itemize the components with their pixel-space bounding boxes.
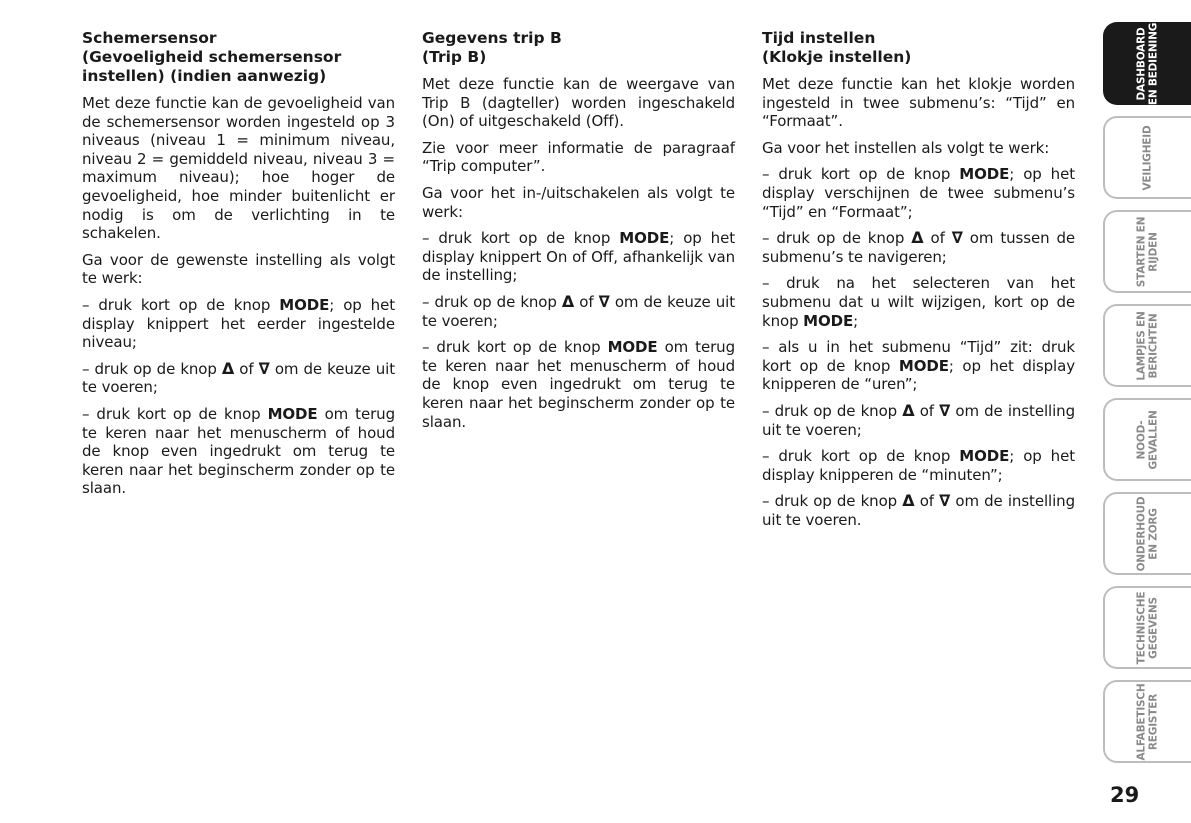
mode-key: MODE (279, 295, 330, 314)
down-arrow-icon: ∇ (258, 358, 270, 378)
paragraph: Zie voor meer informatie de paragraaf “Trip computer”. (422, 138, 735, 176)
tab-technische-gegevens[interactable]: TECHNISCHE GEGEVENS (1103, 586, 1191, 669)
tab-noodgevallen[interactable]: NOOD- GEVALLEN (1103, 398, 1191, 481)
section-title: Tijd instellen (Klokje instellen) (762, 29, 912, 66)
section-title: Gegevens trip B (Trip B) (422, 29, 562, 66)
step: – druk kort op de knop MODE; op het display verschijnen de twee submenu’s “Tijd” en “Formaat”; (762, 165, 1075, 221)
step: – druk op de knop Δ of ∇ om de keuze uit te voeren; (82, 358, 395, 397)
mode-key: MODE (267, 404, 318, 423)
down-arrow-icon: ∇ (939, 491, 951, 511)
column-schemersensor (82, 29, 395, 506)
page-number: 29 (1110, 783, 1140, 807)
down-arrow-icon: ∇ (598, 291, 610, 311)
step: – druk op de knop Δ of ∇ om de instelling uit te voeren; (762, 400, 1075, 439)
up-arrow-icon: Δ (911, 228, 924, 248)
column-trip-b (422, 29, 735, 439)
tab-dashboard-en-bediening[interactable]: DASHBOARD EN BEDIENING (1103, 22, 1191, 105)
column-tijd-instellen (762, 29, 1075, 537)
step: – als u in het submenu “Tijd” zit: druk kort op de knop MODE; op het display knipperen de “uren”; (762, 338, 1075, 394)
mode-key: MODE (607, 338, 658, 357)
tab-veiligheid[interactable]: VEILIGHEID (1103, 116, 1191, 199)
down-arrow-icon: ∇ (951, 228, 963, 248)
step: – druk na het selecteren van het submenu dat u wilt wijzigen, kort op de knop MODE; (762, 274, 1075, 330)
up-arrow-icon: Δ (561, 291, 575, 311)
up-arrow-icon: Δ (902, 491, 915, 511)
up-arrow-icon: Δ (902, 400, 915, 420)
paragraph: Met deze functie kan de gevoeligheid van de schemersensor worden ingesteld op 3 niveaus (niveau 1 = minimum niveau, niveau 2 = gemiddeld niveau, niveau 3 = maximum niveau); hoe hoger de gevoeligheid, hoe minder buitenlicht er nodig is om de verlichting in te schakelen. (82, 94, 395, 243)
mode-key: MODE (959, 447, 1010, 466)
mode-key: MODE (619, 229, 670, 248)
tab-onderhoud-en-zorg[interactable]: ONDERHOUD EN ZORG (1103, 492, 1191, 575)
section-title: Schemersensor (Gevoeligheid schemersensor instellen) (indien aanwezig) (82, 29, 342, 85)
paragraph: Ga voor het instellen als volgt te werk: (762, 138, 1050, 157)
step: – druk op de knop Δ of ∇ om de keuze uit te voeren; (422, 291, 735, 330)
step: – druk kort op de knop MODE om terug te keren naar het menuscherm of houd de knop even ingedrukt om terug te keren naar het beginscherm zonder op te slaan. (82, 404, 395, 498)
mode-key: MODE (803, 311, 854, 330)
down-arrow-icon: ∇ (939, 400, 951, 420)
mode-key: MODE (959, 165, 1010, 184)
tab-lampjes-en-berichten[interactable]: LAMPJES EN BERICHTEN (1103, 304, 1191, 387)
tab-alfabetisch-register[interactable]: ALFABETISCH REGISTER (1103, 680, 1191, 763)
step: – druk kort op de knop MODE; op het display knipperen de “minuten”; (762, 447, 1075, 484)
mode-key: MODE (898, 356, 949, 375)
paragraph: Ga voor het in-/uitschakelen als volgt te werk: (422, 183, 735, 221)
tab-starten-en-rijden[interactable]: STARTEN EN RIJDEN (1103, 210, 1191, 293)
step: – druk op de knop Δ of ∇ om tussen de submenu’s te navigeren; (762, 228, 1075, 266)
paragraph: Met deze functie kan de weergave van Trip B (dagteller) worden ingeschakeld (On) of uitgeschakeld (Off). (422, 75, 735, 131)
paragraph: Met deze functie kan het klokje worden ingesteld in twee submenu’s: “Tijd” en “Formaat”. (762, 75, 1075, 131)
step: – druk kort op de knop MODE om terug te keren naar het menuscherm of houd de knop even ingedrukt om terug te keren naar het beginscherm zonder op te slaan. (422, 338, 735, 431)
step: – druk kort op de knop MODE; op het display knippert het eerder ingestelde niveau; (82, 295, 395, 352)
up-arrow-icon: Δ (221, 358, 235, 378)
step: – druk kort op de knop MODE; op het display knippert On of Off, afhankelijk van de instelling; (422, 229, 735, 285)
step: – druk op de knop Δ of ∇ om de instelling uit te voeren. (762, 491, 1075, 529)
paragraph: Ga voor de gewenste instelling als volgt te werk: (82, 250, 395, 288)
